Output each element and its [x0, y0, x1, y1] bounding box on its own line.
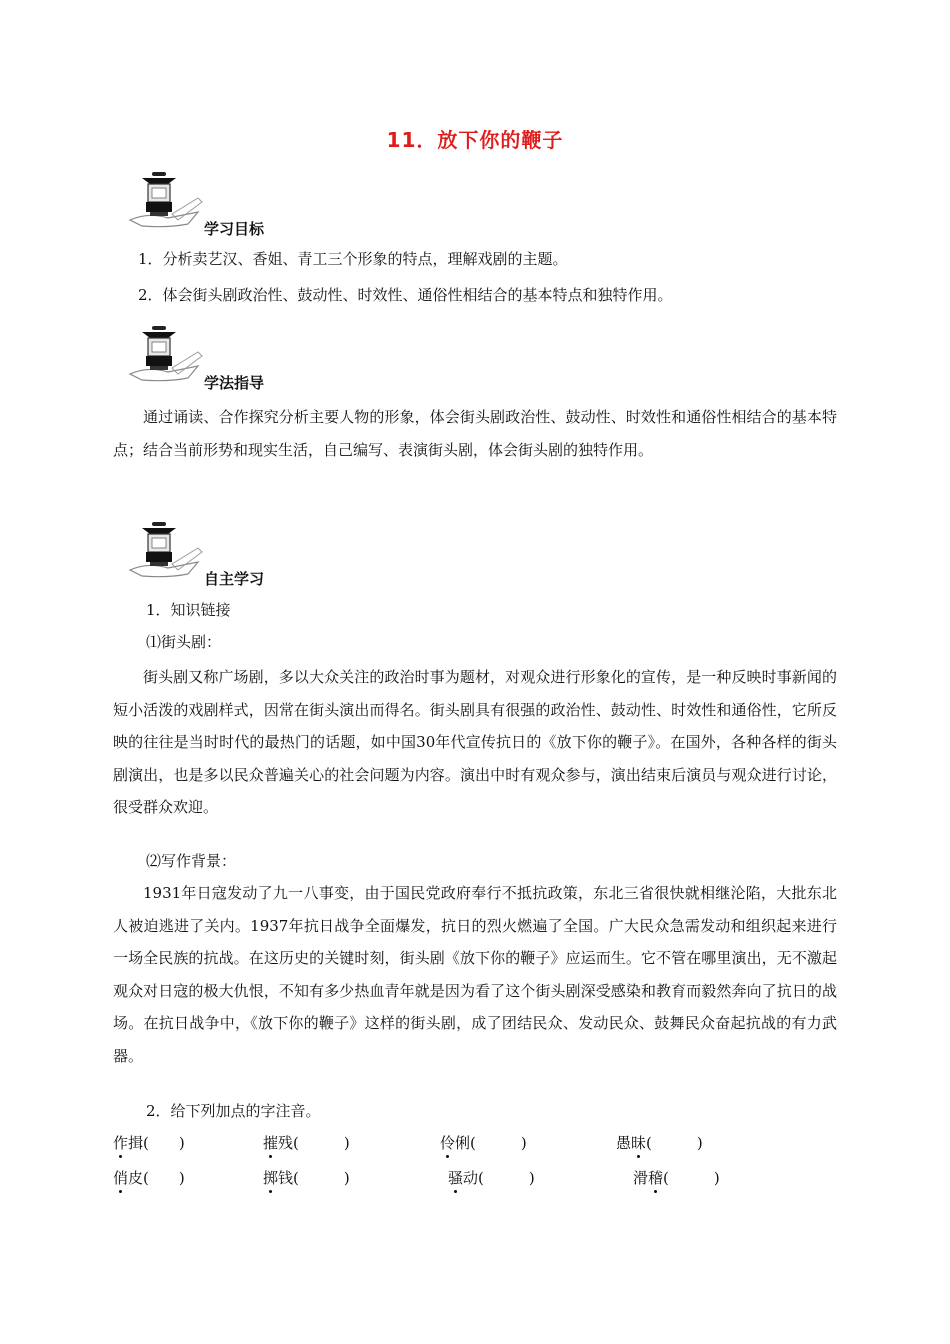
street-drama-paragraph: 街头剧又称广场剧，多以大众关注的政治时事为题材，对观众进行形象化的宣传，是一种反映时事新闻的短小活泼的戏剧样式，因常在街头演出而得名。街头剧具有很强的政治性、鼓动性、时效性和通俗性，它所反映的往往是当时时代的最热门的话题，如中国30年代宣传抗日的《放下你的鞭子》。在国外，各种各样的街头剧演出，也是多以民众普遍关心的社会问题为内容。演出中时有观众参与，演出结束后演员与观众进行讨论，很受群众欢迎。: [113, 668, 837, 816]
section-title: 学习目标: [204, 220, 265, 238]
section-title: 学法指导: [204, 374, 265, 392]
lantern-icon: [128, 168, 208, 230]
sub-heading: ⑵写作背景：: [146, 852, 237, 870]
lantern-icon: [128, 518, 208, 580]
sub-heading: ⑴街头剧：: [146, 633, 222, 651]
pinyin-item: 滑稽( ): [633, 1169, 720, 1187]
goal-item: 1．分析卖艺汉、香姐、青工三个形象的特点，理解戏剧的主题。: [138, 250, 568, 268]
pinyin-item: 掷钱( ): [263, 1169, 350, 1187]
pinyin-item: 作揖( ): [113, 1134, 185, 1152]
lantern-icon: [128, 322, 208, 384]
goal-item: 2．体会街头剧政治性、鼓动性、时效性、通俗性相结合的基本特点和独特作用。: [138, 286, 673, 304]
pinyin-item: 俏皮( ): [113, 1169, 185, 1187]
section-title: 自主学习: [204, 570, 265, 588]
background-paragraph: 1931年日寇发动了九一八事变，由于国民党政府奉行不抵抗政策，东北三省很快就相继沦陷，大批东北人被迫逃进了关内。1937年抗日战争全面爆发，抗日的烈火燃遍了全国。广大民众急需发动和组织起来进行一场全民族的抗战。在这历史的关键时刻，街头剧《放下你的鞭子》应运而生。它不管在哪里演出，无不激起观众对日寇的极大仇恨，不知有多少热血青年就是因为看了这个街头剧深受感染和教育而毅然奔向了抗日的战场。在抗日战争中，《放下你的鞭子》这样的街头剧，成了团结民众、发动民众、鼓舞民众奋起抗战的有力武器。: [113, 884, 837, 1065]
page-title: 11．放下你的鞭子: [386, 128, 564, 152]
list-item: 2．给下列加点的字注音。: [146, 1102, 321, 1120]
method-paragraph: 通过诵读、合作探究分析主要人物的形象，体会街头剧政治性、鼓动性、时效性和通俗性相结合的基本特点；结合当前形势和现实生活，自己编写、表演街头剧，体会街头剧的独特作用。: [113, 408, 837, 459]
list-item: 1．知识链接: [146, 601, 231, 619]
pinyin-item: 摧残( ): [263, 1134, 350, 1152]
pinyin-item: 伶俐( ): [440, 1134, 527, 1152]
pinyin-item: 愚昧( ): [616, 1134, 703, 1152]
pinyin-item: 骚动( ): [448, 1169, 535, 1187]
